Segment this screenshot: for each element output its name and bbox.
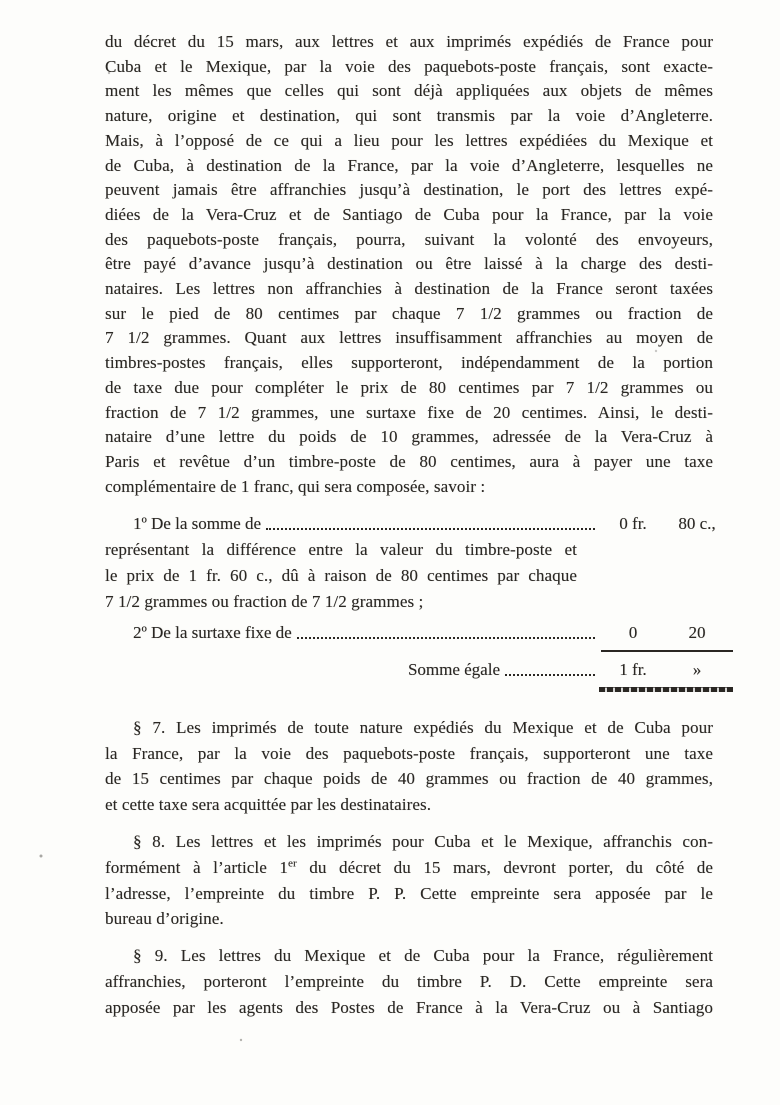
text-line: de taxe due pour compléter le prix de 80 centimes par 7 1/2 grammes ou: [105, 377, 713, 397]
text-fragment: du décret du 15 mars, devront porter, du côté de: [296, 857, 714, 877]
dotted-leader: [266, 528, 595, 530]
text-line: être payé d’avance jusqu’à destination ou être laissé à la charge des desti-: [105, 254, 713, 274]
total-rule-bottom: [599, 687, 733, 692]
tariff-item-1-description: [105, 537, 577, 614]
tariff-item-1-amount: [605, 511, 733, 537]
text-line: ment les mêmes que celles qui sont déjà appliquées aux objets de mêmes: [105, 81, 713, 101]
text-line: 7 1/2 grammes ou fraction de 7 1/2 grammes ;: [105, 591, 424, 611]
text-line: § 7. Les imprimés de toute nature expédiés du Mexique et de Cuba pour: [133, 717, 713, 737]
paragraph-section-8: [105, 829, 713, 932]
text-line: bureau d’origine.: [105, 909, 224, 929]
tariff-item-1-label-wrap: [105, 511, 605, 537]
tariff-table: [105, 511, 733, 691]
total-rule-top: [601, 650, 733, 652]
text-line: l’adresse, l’empreinte du timbre P. P. Cette empreinte sera apposée par le: [105, 883, 713, 903]
text-line: le prix de 1 fr. 60 c., dû à raison de 80 centimes par chaque: [105, 566, 577, 586]
dotted-leader: [297, 637, 595, 639]
text-line: Paris et revêtue d’un timbre-poste de 80 centimes, aura à payer une taxe: [105, 451, 713, 471]
text-line: diées de la Vera-Cruz et de Santiago de Cuba pour la France, par la voie: [105, 204, 713, 224]
tariff-item-1: [105, 511, 733, 614]
total-label-wrap: [105, 657, 605, 683]
text-line: § 9. Les lettres du Mexique et de Cuba pour la France, régulièrement: [133, 946, 713, 966]
total-row: [105, 657, 733, 683]
amount-francs: 0: [628, 622, 638, 642]
total-label: Somme égale: [407, 659, 500, 679]
text-line: 7 1/2 grammes. Quant aux lettres insuffisamment affranchies au moyen de: [105, 328, 713, 348]
scan-speck: [0, 0, 2, 2]
text-block: [105, 30, 716, 1021]
text-line: Mais, à l’opposé de ce qui a lieu pour les lettres expédiées du Mexique et: [105, 130, 713, 150]
text-line: timbres-postes français, elles supporteront, indépendamment de la portion: [105, 353, 713, 373]
text-line: affranchies, porteront l’empreinte du timbre P. D. Cette empreinte sera: [105, 971, 713, 991]
text-line: § 8. Les lettres et les imprimés pour Cuba et le Mexique, affranchis con-: [133, 831, 713, 851]
paragraph-section-9: [105, 943, 713, 1020]
text-line: du décret du 15 mars, aux lettres et aux imprimés expédiés de France pour: [105, 32, 713, 51]
tariff-item-2-row: [105, 620, 733, 646]
amount-centimes: 80 c.,: [678, 514, 716, 534]
text-fragment: formément à l’article 1: [105, 857, 289, 877]
paragraph-section-7: [105, 715, 713, 818]
text-line: complémentaire de 1 franc, qui sera composée, savoir :: [105, 476, 486, 496]
tariff-item-2-label-wrap: [105, 620, 605, 646]
amount-centimes: »: [692, 659, 702, 679]
text-line: représentant la différence entre la valeur du timbre-poste et: [105, 540, 577, 560]
text-line: peuvent jamais être affranchies jusqu’à destination, le port des lettres expé-: [105, 180, 713, 200]
tariff-item-2-amount: [605, 620, 733, 646]
amount-francs: 0 fr.: [619, 514, 647, 534]
tariff-item-1-row: [105, 511, 733, 537]
paragraph-main: [105, 30, 713, 499]
text-line: de 15 centimes par chaque poids de 40 grammes ou fraction de 40 grammes,: [105, 769, 713, 789]
text-line: nature, origine et destination, qui sont transmis par la voie d’Angleterre.: [105, 106, 713, 126]
text-line: nataires. Les lettres non affranchies à destination de la France seront taxées: [105, 279, 713, 299]
text-line: fraction de 7 1/2 grammes, une surtaxe fixe de 20 centimes. Ainsi, le desti-: [105, 402, 713, 422]
total-amount: [605, 657, 733, 683]
text-line: et cette taxe sera acquittée par les destinataires.: [105, 795, 432, 815]
amount-centimes: 20: [688, 622, 706, 642]
text-line: des paquebots-poste français, pourra, suivant la volonté des envoyeurs,: [105, 229, 713, 249]
amount-francs: 1 fr.: [619, 659, 647, 679]
text-line: de Cuba, à destination de la France, par la voie d’Angleterre, lesquelles ne: [105, 155, 713, 175]
text-line: [105, 855, 713, 881]
tariff-item-2-label: 2º De la surtaxe fixe de: [133, 622, 292, 642]
text-line: nataire d’une lettre du poids de 10 grammes, adressée de la Vera-Cruz à: [105, 427, 713, 447]
text-line: apposée par les agents des Postes de France à la Vera-Cruz ou à Santiago: [105, 997, 713, 1017]
text-line: Cuba et le Mexique, par la voie des paquebots-poste français, sont exacte-: [105, 56, 713, 76]
superscript-er: er: [288, 857, 297, 870]
dotted-leader: [505, 674, 595, 676]
tariff-item-1-label: 1º De la somme de: [133, 514, 262, 534]
text-line: sur le pied de 80 centimes par chaque 7 1/2 grammes ou fraction de: [105, 303, 713, 323]
text-line: la France, par la voie des paquebots-poste français, supporteront une taxe: [105, 743, 713, 763]
